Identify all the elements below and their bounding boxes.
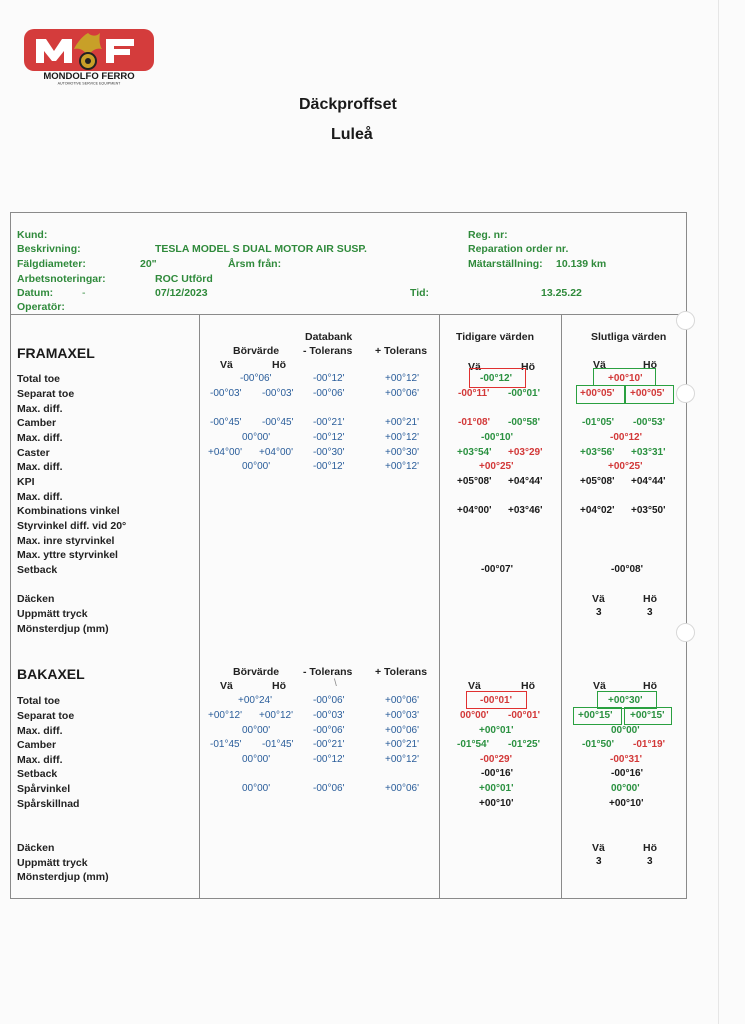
rear-total-toe-minus: -00°06' bbox=[313, 695, 345, 706]
scratch-mark: \ bbox=[334, 678, 337, 689]
beskrivning-label: Beskrivning: bbox=[17, 243, 81, 255]
rear-sep-toe-slut-ho-highlight bbox=[624, 707, 672, 725]
rear-camber-slut-ho: -01°19' bbox=[633, 739, 665, 750]
rear-total-toe-bor: +00°24' bbox=[238, 695, 272, 706]
reg-nr-label: Reg. nr: bbox=[468, 229, 508, 241]
front-sep-toe-tid-va: -00°11' bbox=[458, 388, 490, 399]
front-tyre-ho-value: 3 bbox=[647, 607, 653, 618]
rear-total-toe-tid-highlight bbox=[466, 691, 527, 709]
front-camber-plus: +00°21' bbox=[385, 417, 419, 428]
front-tyre-va-value: 3 bbox=[596, 607, 602, 618]
front-sep-toe-plus: +00°06' bbox=[385, 388, 419, 399]
front-caster-diff-tid: +00°25' bbox=[479, 461, 514, 472]
datum-mark: - bbox=[82, 287, 86, 299]
front-caster-slut-va: +03°56' bbox=[580, 447, 615, 458]
rear-sep-toe-slut-ho: +00°15' bbox=[630, 710, 665, 721]
front-row-label: Max. diff. bbox=[17, 491, 63, 503]
front-komb-tid-ho: +03°46' bbox=[508, 505, 543, 516]
databank-header: Databank bbox=[305, 331, 353, 343]
rear-borvarde-header: Börvärde bbox=[233, 666, 280, 678]
front-row-label: Max. inre styrvinkel bbox=[17, 535, 115, 547]
rear-tyre-ho-value: 3 bbox=[647, 856, 653, 867]
rear-sparvinkel-slut: 00°00' bbox=[611, 783, 640, 794]
front-camber-tid-ho: -00°58' bbox=[508, 417, 540, 428]
front-sep-toe-slut-ho-highlight bbox=[625, 385, 674, 404]
front-kpi-tid-va: +05°08' bbox=[457, 476, 492, 487]
bakaxel-title: BAKAXEL bbox=[17, 666, 85, 682]
rear-toe-diff-slut: 00°00' bbox=[611, 725, 640, 736]
rear-minus-tolerans-header: - Tolerans bbox=[303, 666, 353, 678]
rear-row-label: Max. diff. bbox=[17, 725, 63, 737]
rear-camber-diff-tid: -00°29' bbox=[480, 754, 512, 765]
framaxel-title: FRAMAXEL bbox=[17, 345, 95, 361]
borvarde-header: Börvärde bbox=[233, 345, 280, 357]
punch-hole bbox=[676, 311, 695, 330]
rear-sep-toe-tid-va: 00°00' bbox=[460, 710, 489, 721]
rear-sep-toe-bor-va: +00°12' bbox=[208, 710, 242, 721]
rear-dacken-label: Däcken bbox=[17, 842, 55, 854]
front-setback-slut: -00°08' bbox=[611, 564, 643, 575]
front-caster-diff-minus: -00°12' bbox=[313, 461, 345, 472]
rear-bor-ho-header: Hö bbox=[272, 680, 286, 692]
front-caster-bor-va: +04°00' bbox=[208, 447, 242, 458]
front-caster-slut-ho: +03°31' bbox=[631, 447, 666, 458]
front-row-label: Setback bbox=[17, 564, 58, 576]
front-total-toe-bor: -00°06' bbox=[240, 373, 272, 384]
front-camber-minus: -00°21' bbox=[313, 417, 345, 428]
front-setback-tid: -00°07' bbox=[481, 564, 513, 575]
front-row-label: Caster bbox=[17, 447, 50, 459]
front-camber-diff-bor: 00°00' bbox=[242, 432, 271, 443]
slut-va-header: Vä bbox=[593, 359, 606, 371]
rear-toe-diff-minus: -00°06' bbox=[313, 725, 345, 736]
rear-slut-va-header: Vä bbox=[593, 680, 606, 692]
rear-camber-bor-ho: -01°45' bbox=[262, 739, 294, 750]
front-camber-diff-slut: -00°12' bbox=[610, 432, 642, 443]
datum-label: Datum: bbox=[17, 287, 54, 299]
front-total-toe-tid-highlight bbox=[469, 368, 526, 388]
front-sep-toe-bor-ho: -00°03' bbox=[262, 388, 294, 399]
front-row-label: Separat toe bbox=[17, 388, 75, 400]
logo-tagline-text: AUTOMOTIVE SERVICE EQUIPMENT bbox=[57, 81, 121, 85]
rear-tid-va-header: Vä bbox=[468, 680, 481, 692]
front-sep-toe-bor-va: -00°03' bbox=[210, 388, 242, 399]
rear-total-toe-slut: +00°30' bbox=[608, 695, 643, 706]
front-row-label: Total toe bbox=[17, 373, 60, 385]
page-subtitle: Luleå bbox=[331, 126, 373, 143]
rear-sparskillnad-slut: +00°10' bbox=[609, 798, 644, 809]
front-caster-bor-ho: +04°00' bbox=[259, 447, 293, 458]
rear-toe-diff-tid: +00°01' bbox=[479, 725, 514, 736]
front-sep-toe-slut-va-highlight bbox=[576, 385, 625, 404]
front-sep-toe-slut-va: +00°05' bbox=[580, 388, 615, 399]
rear-row-label: Spårvinkel bbox=[17, 783, 71, 795]
rear-camber-tid-ho: -01°25' bbox=[508, 739, 540, 750]
front-camber-tid-va: -01°08' bbox=[458, 417, 490, 428]
arbetsnoteringar-value: ROC Utförd bbox=[155, 273, 213, 285]
rear-sep-toe-slut-va: +00°15' bbox=[578, 710, 613, 721]
logo-brand-text: MONDOLFO FERRO bbox=[43, 71, 135, 82]
tid-label: Tid: bbox=[410, 287, 430, 299]
slutliga-header: Slutliga värden bbox=[591, 331, 667, 343]
tid-ho-header: Hö bbox=[521, 361, 535, 373]
falgdiameter-label: Fälgdiameter: bbox=[17, 258, 86, 270]
front-total-toe-slut: +00°10' bbox=[608, 373, 643, 384]
rear-camber-diff-bor: 00°00' bbox=[242, 754, 271, 765]
rear-toe-diff-bor: 00°00' bbox=[242, 725, 271, 736]
rear-row-label: Spårskillnad bbox=[17, 798, 80, 810]
front-caster-diff-slut: +00°25' bbox=[608, 461, 643, 472]
arbetsnoteringar-label: Arbetsnoteringar: bbox=[17, 273, 106, 285]
front-row-label: Max. diff. bbox=[17, 403, 63, 415]
rear-plus-tolerans-header: + Tolerans bbox=[375, 666, 428, 678]
tidigare-header: Tidigare värden bbox=[456, 331, 535, 343]
operator-label: Operatör: bbox=[17, 301, 65, 313]
rear-row-label: Setback bbox=[17, 768, 58, 780]
front-kpi-slut-va: +05°08' bbox=[580, 476, 615, 487]
rear-tid-ho-header: Hö bbox=[521, 680, 535, 692]
rear-sparskillnad-tid: +00°10' bbox=[479, 798, 514, 809]
front-camber-slut-ho: -00°53' bbox=[633, 417, 665, 428]
rear-bor-va-header: Vä bbox=[220, 680, 233, 692]
front-row-label: KPI bbox=[17, 476, 35, 488]
datum-value: 07/12/2023 bbox=[155, 287, 208, 299]
rear-sep-toe-slut-va-highlight bbox=[573, 707, 622, 725]
rear-tyre-va-header: Vä bbox=[592, 842, 605, 854]
front-total-toe-slut-highlight bbox=[593, 368, 656, 386]
front-camber-diff-minus: -00°12' bbox=[313, 432, 345, 443]
front-caster-tid-ho: +03°29' bbox=[508, 447, 543, 458]
front-total-toe-minus: -00°12' bbox=[313, 373, 345, 384]
front-komb-tid-va: +04°00' bbox=[457, 505, 492, 516]
front-sep-toe-slut-ho: +00°05' bbox=[630, 388, 665, 399]
rear-sep-toe-tid-ho: -00°01' bbox=[508, 710, 540, 721]
slut-ho-header: Hö bbox=[643, 359, 657, 371]
front-caster-diff-bor: 00°00' bbox=[242, 461, 271, 472]
front-caster-minus: -00°30' bbox=[313, 447, 345, 458]
rear-camber-minus: -00°21' bbox=[313, 739, 345, 750]
punch-hole bbox=[676, 623, 695, 642]
rear-sparvinkel-bor: 00°00' bbox=[242, 783, 271, 794]
front-camber-slut-va: -01°05' bbox=[582, 417, 614, 428]
front-sep-toe-minus: -00°06' bbox=[313, 388, 345, 399]
rear-camber-slut-va: -01°50' bbox=[582, 739, 614, 750]
front-camber-bor-va: -00°45' bbox=[210, 417, 242, 428]
front-row-label: Max. diff. bbox=[17, 461, 63, 473]
kund-label: Kund: bbox=[17, 229, 48, 241]
rear-sep-toe-minus: -00°03' bbox=[313, 710, 345, 721]
rear-total-toe-plus: +00°06' bbox=[385, 695, 419, 706]
rear-sep-toe-bor-ho: +00°12' bbox=[259, 710, 293, 721]
rear-tyre-va-value: 3 bbox=[596, 856, 602, 867]
beskrivning-value: TESLA MODEL S DUAL MOTOR AIR SUSP. bbox=[155, 243, 367, 255]
front-row-label: Camber bbox=[17, 417, 57, 429]
rear-sep-toe-plus: +00°03' bbox=[385, 710, 419, 721]
rear-sparvinkel-plus: +00°06' bbox=[385, 783, 419, 794]
rear-camber-bor-va: -01°45' bbox=[210, 739, 242, 750]
reparation-order-label: Reparation order nr. bbox=[468, 243, 569, 255]
front-dacken-label: Däcken bbox=[17, 593, 55, 605]
falgdiameter-value: 20" bbox=[140, 258, 157, 270]
bor-ho-header: Hö bbox=[272, 359, 286, 371]
rear-slut-ho-header: Hö bbox=[643, 680, 657, 692]
bor-va-header: Vä bbox=[220, 359, 233, 371]
rear-sparvinkel-tid: +00°01' bbox=[479, 783, 514, 794]
front-row-label: Max. diff. bbox=[17, 432, 63, 444]
rear-camber-diff-slut: -00°31' bbox=[610, 754, 642, 765]
front-camber-diff-tid: -00°10' bbox=[481, 432, 513, 443]
rear-row-label: Camber bbox=[17, 739, 57, 751]
front-sep-toe-tid-ho: -00°01' bbox=[508, 388, 540, 399]
tid-va-header: Vä bbox=[468, 361, 481, 373]
front-camber-bor-ho: -00°45' bbox=[262, 417, 294, 428]
rear-toe-diff-plus: +00°06' bbox=[385, 725, 419, 736]
arsm-label: Årsm från: bbox=[228, 258, 282, 270]
rear-setback-slut: -00°16' bbox=[611, 768, 643, 779]
front-tyre-label: Mönsterdjup (mm) bbox=[17, 623, 109, 635]
rear-camber-tid-va: -01°54' bbox=[457, 739, 489, 750]
front-total-toe-tid: -00°12' bbox=[480, 373, 512, 384]
rear-row-label: Total toe bbox=[17, 695, 60, 707]
front-komb-slut-va: +04°02' bbox=[580, 505, 615, 516]
rear-camber-diff-minus: -00°12' bbox=[313, 754, 345, 765]
front-row-label: Styrvinkel diff. vid 20° bbox=[17, 520, 127, 532]
page-title: Däckproffset bbox=[299, 96, 397, 113]
rear-tyre-ho-header: Hö bbox=[643, 842, 657, 854]
plus-tolerans-header: + Tolerans bbox=[375, 345, 428, 357]
rear-total-toe-tid: -00°01' bbox=[480, 695, 512, 706]
front-komb-slut-ho: +03°50' bbox=[631, 505, 666, 516]
front-caster-plus: +00°30' bbox=[385, 447, 419, 458]
rear-row-label: Max. diff. bbox=[17, 754, 63, 766]
front-total-toe-plus: +00°12' bbox=[385, 373, 419, 384]
punch-hole bbox=[676, 384, 695, 403]
front-kpi-slut-ho: +04°44' bbox=[631, 476, 666, 487]
front-row-label: Max. yttre styrvinkel bbox=[17, 549, 118, 561]
front-caster-tid-va: +03°54' bbox=[457, 447, 492, 458]
front-tyre-va-header: Vä bbox=[592, 593, 605, 605]
rear-tyre-label: Uppmätt tryck bbox=[17, 857, 88, 869]
matarstallning-label: Mätarställning: bbox=[468, 258, 543, 270]
rear-camber-plus: +00°21' bbox=[385, 739, 419, 750]
rear-row-label: Separat toe bbox=[17, 710, 75, 722]
tid-value: 13.25.22 bbox=[541, 287, 582, 299]
rear-camber-diff-plus: +00°12' bbox=[385, 754, 419, 765]
front-caster-diff-plus: +00°12' bbox=[385, 461, 419, 472]
front-camber-diff-plus: +00°12' bbox=[385, 432, 419, 443]
rear-tyre-label: Mönsterdjup (mm) bbox=[17, 871, 109, 883]
rear-setback-tid: -00°16' bbox=[481, 768, 513, 779]
front-row-label: Kombinations vinkel bbox=[17, 505, 120, 517]
minus-tolerans-header: - Tolerans bbox=[303, 345, 353, 357]
front-tyre-ho-header: Hö bbox=[643, 593, 657, 605]
front-kpi-tid-ho: +04°44' bbox=[508, 476, 543, 487]
rear-sparvinkel-minus: -00°06' bbox=[313, 783, 345, 794]
front-tyre-label: Uppmätt tryck bbox=[17, 608, 88, 620]
matarstallning-value: 10.139 km bbox=[556, 258, 607, 270]
